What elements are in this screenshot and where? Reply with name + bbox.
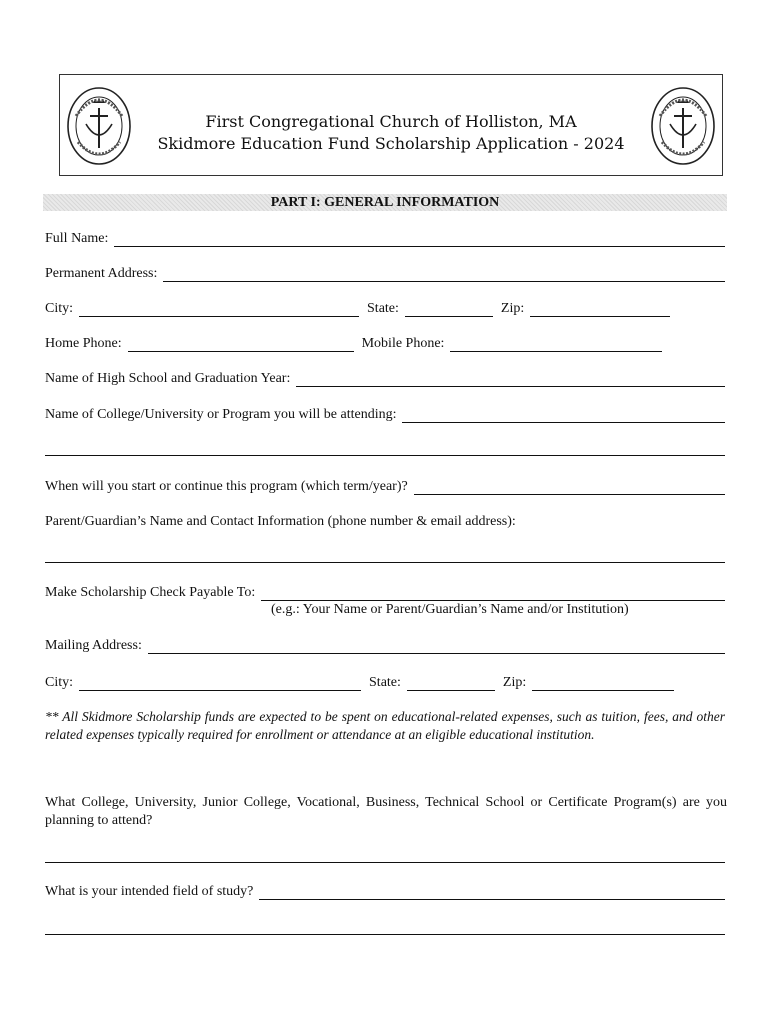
state-label: State: xyxy=(367,301,399,316)
document-title xyxy=(140,111,642,155)
parent-info-label: Parent/Guardian’s Name and Contact Information (phone number & email address): xyxy=(45,514,516,529)
payable-to-row xyxy=(45,583,725,601)
field-of-study-field[interactable] xyxy=(259,887,725,900)
permanent-address-field[interactable] xyxy=(163,269,725,282)
mailing-state-field[interactable] xyxy=(407,678,495,691)
college-row xyxy=(45,405,725,423)
start-term-label: When will you start or continue this program (which term/year)? xyxy=(45,479,408,494)
start-term-row xyxy=(45,477,725,495)
ucc-seal-logo xyxy=(650,86,716,166)
permanent-address-label: Permanent Address: xyxy=(45,266,158,281)
city-label: City: xyxy=(45,301,74,316)
parent-info-row xyxy=(45,512,725,530)
payable-to-hint: (e.g.: Your Name or Parent/Guardian’s Name and/or Institution) xyxy=(271,602,629,617)
full-name-field[interactable] xyxy=(114,234,725,247)
title-line-2: Skidmore Education Fund Scholarship Application - 2024 xyxy=(157,134,625,153)
mailing-city-label: City: xyxy=(45,675,74,690)
zip-label: Zip: xyxy=(500,301,525,316)
college-field[interactable] xyxy=(402,410,725,423)
field-of-study-label: What is your intended field of study? xyxy=(45,884,254,899)
ucc-seal-logo xyxy=(66,86,132,166)
mailing-address-row xyxy=(45,636,725,654)
mailing-state-label: State: xyxy=(369,675,401,690)
state-field[interactable] xyxy=(405,304,493,317)
planned-programs-question: What College, University, Junior College, Vocational, Business, Technical School or Certificate Program(s) are you planning to attend? xyxy=(45,795,727,828)
mailing-zip-label: Zip: xyxy=(502,675,527,690)
full-name-label: Full Name: xyxy=(45,231,109,246)
mailing-address-label: Mailing Address: xyxy=(45,638,142,653)
funds-usage-note: ** All Skidmore Scholarship funds are expected to be spent on educational-related expenses, such as tuition, fees, and other related expenses typically required for enrollment or attendance at an eligible educational institution. xyxy=(45,709,725,742)
start-term-field[interactable] xyxy=(414,482,725,495)
section-header: PART I: GENERAL INFORMATION xyxy=(43,194,727,211)
mailing-address-field[interactable] xyxy=(148,641,725,654)
header-box xyxy=(59,74,723,176)
mailing-zip-field[interactable] xyxy=(532,678,674,691)
high-school-label: Name of High School and Graduation Year: xyxy=(45,371,291,386)
high-school-field[interactable] xyxy=(296,374,725,387)
college-field-continued[interactable] xyxy=(45,455,725,456)
mailing-city-field[interactable] xyxy=(79,678,361,691)
payable-to-field[interactable] xyxy=(261,588,725,601)
college-label: Name of College/University or Program you will be attending: xyxy=(45,407,397,422)
mobile-phone-label: Mobile Phone: xyxy=(361,336,445,351)
mailing-city-state-zip-row xyxy=(45,673,725,691)
home-phone-field[interactable] xyxy=(128,339,354,352)
city-state-zip-row xyxy=(45,299,725,317)
planned-programs-field[interactable] xyxy=(45,862,725,863)
title-line-1: First Congregational Church of Holliston, MA xyxy=(205,112,577,131)
field-of-study-row xyxy=(45,882,725,900)
high-school-row xyxy=(45,369,725,387)
home-phone-label: Home Phone: xyxy=(45,336,122,351)
mobile-phone-field[interactable] xyxy=(450,339,662,352)
field-of-study-field-continued[interactable] xyxy=(45,934,725,935)
parent-info-field[interactable] xyxy=(45,562,725,563)
zip-field[interactable] xyxy=(530,304,670,317)
full-name-row xyxy=(45,229,725,247)
phone-row xyxy=(45,334,725,352)
permanent-address-row xyxy=(45,264,725,282)
payable-to-label: Make Scholarship Check Payable To: xyxy=(45,585,256,600)
city-field[interactable] xyxy=(79,304,359,317)
